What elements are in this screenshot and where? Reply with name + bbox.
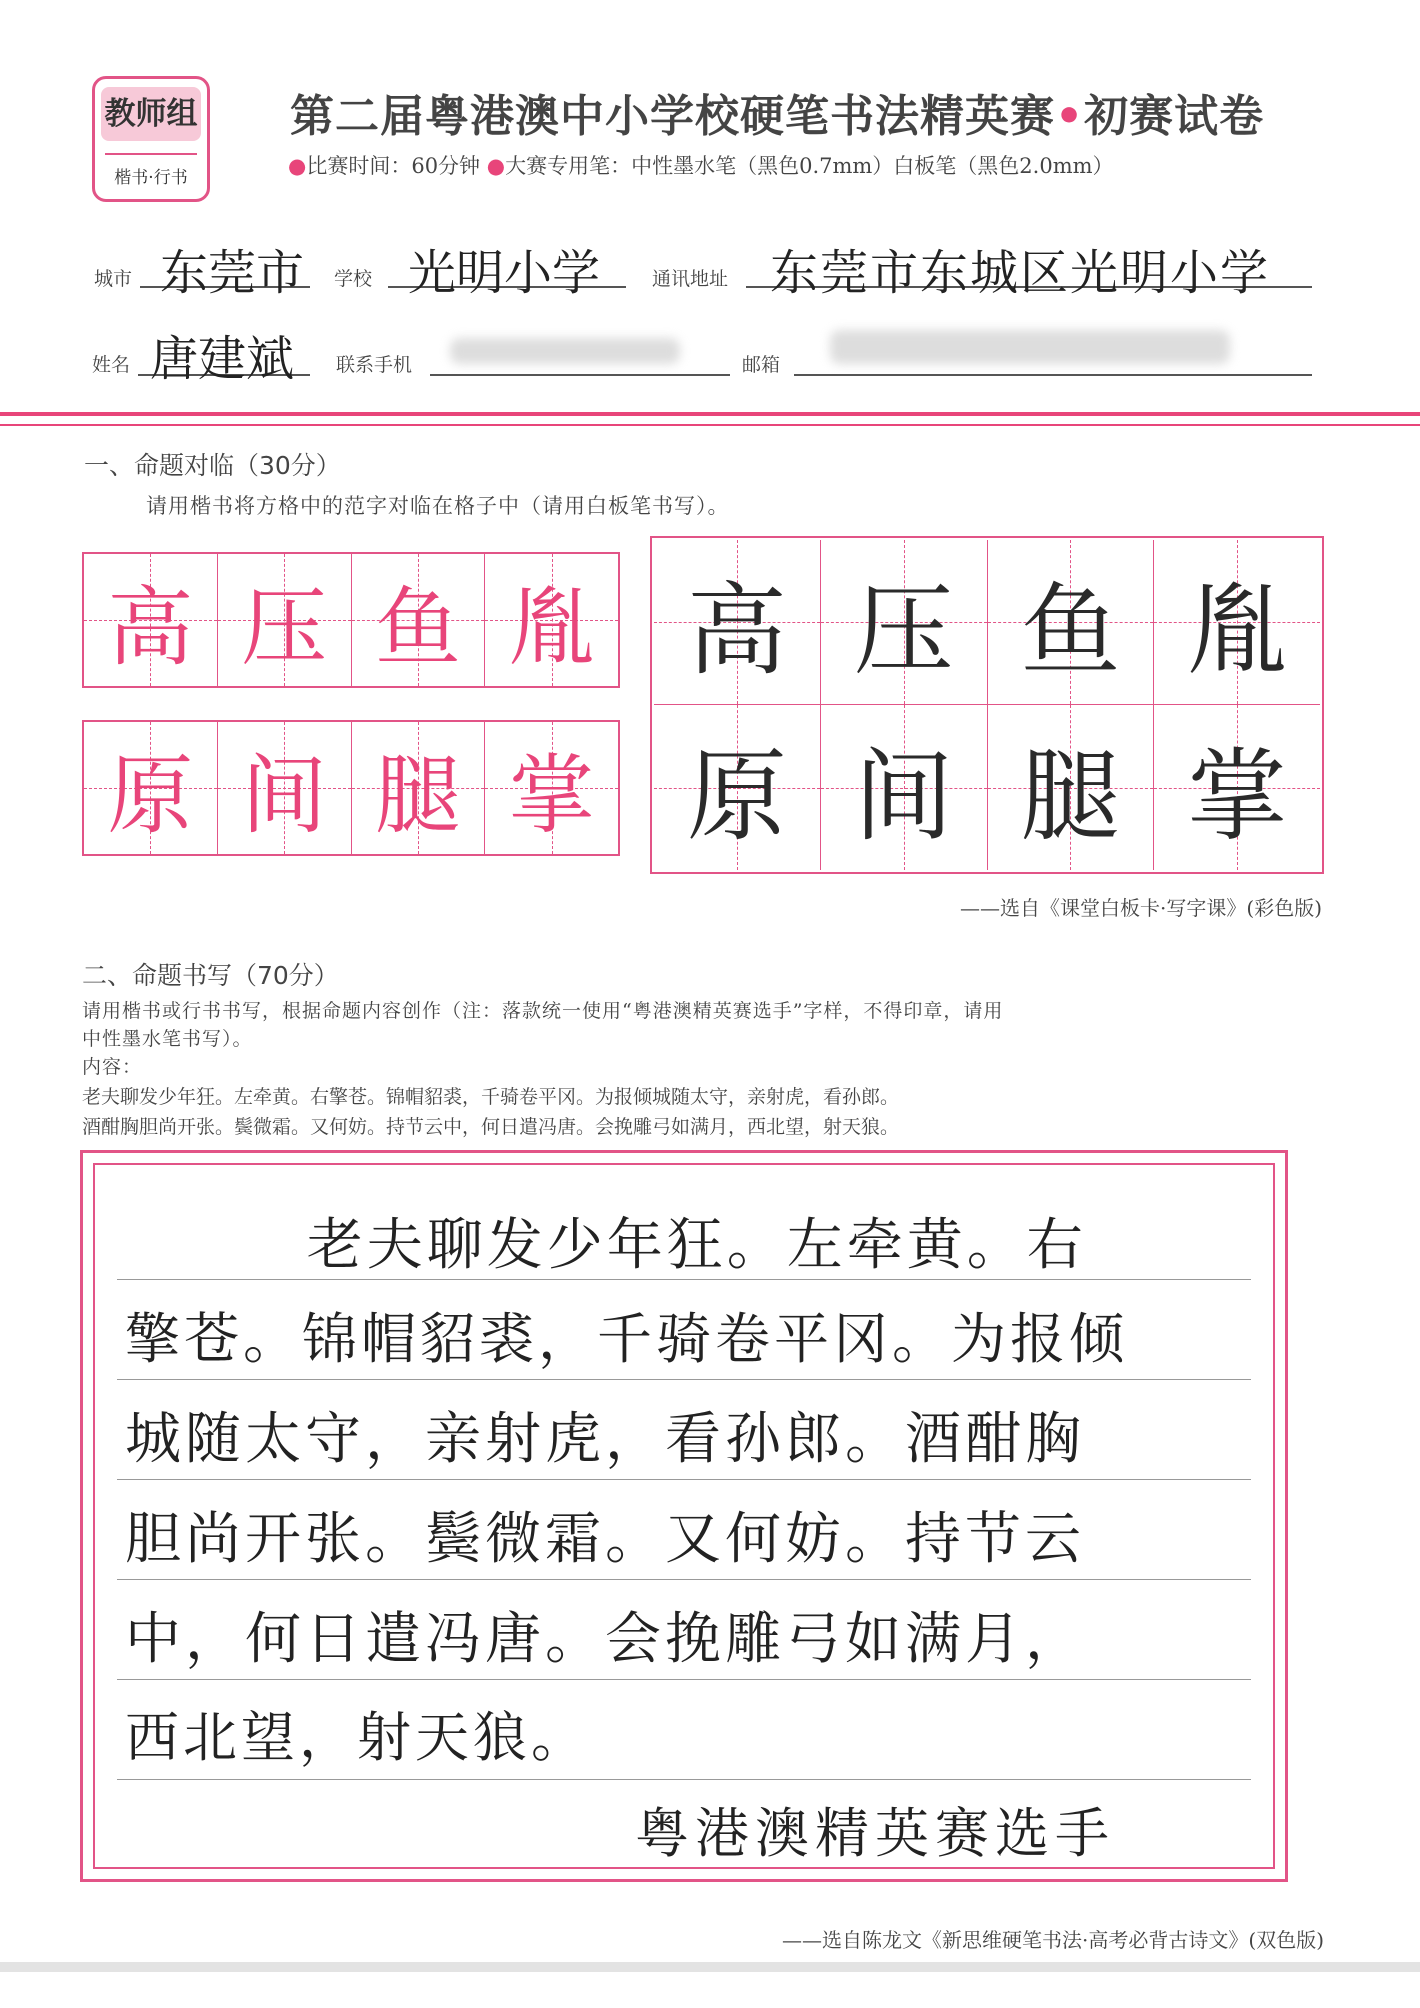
section1-credit: ——选自《课堂白板卡·写字课》(彩色版) bbox=[960, 896, 1322, 920]
city-label: 城市 bbox=[94, 268, 133, 290]
title-sub: 初赛试卷 bbox=[1084, 91, 1265, 142]
bullet-icon: ● bbox=[288, 154, 307, 178]
grid-cell: 原 bbox=[84, 722, 218, 854]
writing-line: 中，何日遣冯唐。会挽雕弓如满月， bbox=[125, 1607, 1085, 1672]
group-badge bbox=[92, 76, 210, 202]
writing-line: 胆尚开张。鬓微霜。又何妨。持节云 bbox=[125, 1507, 1085, 1572]
grid-cell: 原 bbox=[654, 705, 821, 870]
badge-scripts: 楷书·行书 bbox=[114, 168, 188, 188]
section2-instruction-2: 中性墨水笔书写）。 bbox=[82, 1028, 253, 1050]
grid-cell: 间 bbox=[821, 705, 988, 870]
grid-cell: 鱼 bbox=[352, 554, 486, 686]
content-line-1: 老夫聊发少年狂。左牵黄。右擎苍。锦帽貂裘，千骑卷平冈。为报倾城随太守，亲射虎，看孙郎。 bbox=[82, 1086, 900, 1108]
address-value: 东莞市东城区光明小学 bbox=[770, 245, 1271, 301]
grid-cell: 胤 bbox=[485, 554, 618, 686]
city-value: 东莞市 bbox=[160, 245, 305, 301]
writing-line: 西北望，射天狼。 bbox=[125, 1706, 589, 1769]
writing-box bbox=[80, 1150, 1288, 1882]
writing-line: 城随太守，亲射虎，看孙郎。酒酣胸 bbox=[125, 1407, 1085, 1472]
writing-rule bbox=[117, 1579, 1251, 1580]
badge-group: 教师组 bbox=[101, 87, 201, 141]
grid-cell: 腿 bbox=[988, 705, 1155, 870]
writing-line: 擎苍。锦帽貂裘，千骑卷平冈。为报倾 bbox=[125, 1307, 1129, 1371]
signature: 粤港澳精英赛选手 bbox=[635, 1802, 1115, 1865]
phone-redacted bbox=[450, 338, 680, 364]
grid-cell: 高 bbox=[84, 554, 218, 686]
grid-cell: 腿 bbox=[352, 722, 486, 854]
phone-line bbox=[430, 374, 730, 376]
writing-rule bbox=[117, 1479, 1251, 1480]
name-label: 姓名 bbox=[92, 354, 131, 376]
writing-rule bbox=[117, 1779, 1251, 1780]
email-label: 邮箱 bbox=[742, 354, 781, 376]
copy-grid-row2 bbox=[654, 705, 1320, 870]
pink-grid-row1 bbox=[82, 552, 620, 688]
page-title bbox=[290, 80, 1264, 144]
exam-pens: 大赛专用笔：中性墨水笔（黑色0.7mm）白板笔（黑色2.0mm） bbox=[505, 154, 1114, 178]
section2-heading: 二、命题书写（70分） bbox=[82, 961, 339, 990]
badge-divider bbox=[105, 153, 197, 155]
divider-thin bbox=[0, 424, 1420, 426]
exam-info bbox=[288, 150, 1114, 180]
grid-cell: 掌 bbox=[1154, 705, 1320, 870]
grid-cell: 间 bbox=[218, 722, 352, 854]
title-dot: • bbox=[1055, 91, 1085, 142]
school-value: 光明小学 bbox=[408, 245, 601, 301]
bullet-icon: ● bbox=[486, 154, 506, 178]
grid-cell: 掌 bbox=[485, 722, 618, 854]
scan-edge bbox=[0, 1962, 1420, 1972]
grid-cell: 压 bbox=[218, 554, 352, 686]
title-main: 第二届粤港澳中小学校硬笔书法精英赛 bbox=[290, 91, 1055, 142]
address-label: 通讯地址 bbox=[652, 268, 729, 290]
section2-instruction-1: 请用楷书或行书书写，根据命题内容创作（注：落款统一使用“粤港澳精英赛选手”字样，不得印章，请用 bbox=[82, 1000, 1004, 1022]
copy-grid-row1 bbox=[654, 540, 1320, 705]
section1-heading: 一、命题对临（30分） bbox=[84, 451, 341, 480]
section1-instruction: 请用楷书将方格中的范字对临在格子中（请用白板笔书写）。 bbox=[146, 494, 730, 518]
writing-rule bbox=[117, 1379, 1251, 1380]
divider-thick bbox=[0, 412, 1420, 416]
grid-cell: 鱼 bbox=[988, 540, 1155, 704]
grid-cell: 高 bbox=[654, 540, 821, 704]
content-label: 内容： bbox=[82, 1056, 143, 1078]
name-value: 唐建斌 bbox=[150, 331, 295, 387]
writing-line: 老夫聊发少年狂。左牵黄。右 bbox=[225, 1213, 1087, 1278]
phone-label: 联系手机 bbox=[336, 354, 413, 376]
grid-cell: 压 bbox=[821, 540, 988, 704]
exam-time: 比赛时间：60分钟 bbox=[306, 154, 481, 178]
content-line-2: 酒酣胸胆尚开张。鬓微霜。又何妨。持节云中，何日遣冯唐。会挽雕弓如满月，西北望，射天狼。 bbox=[82, 1116, 900, 1138]
grid-cell: 胤 bbox=[1154, 540, 1320, 704]
pink-grid-row2 bbox=[82, 720, 620, 856]
section2-credit: ——选自陈龙文《新思维硬笔书法·高考必背古诗文》(双色版) bbox=[782, 1928, 1324, 1952]
writing-rule bbox=[117, 1679, 1251, 1680]
email-line bbox=[794, 374, 1312, 376]
email-redacted bbox=[830, 330, 1230, 364]
school-label: 学校 bbox=[334, 268, 373, 290]
writing-box-inner bbox=[93, 1163, 1275, 1869]
